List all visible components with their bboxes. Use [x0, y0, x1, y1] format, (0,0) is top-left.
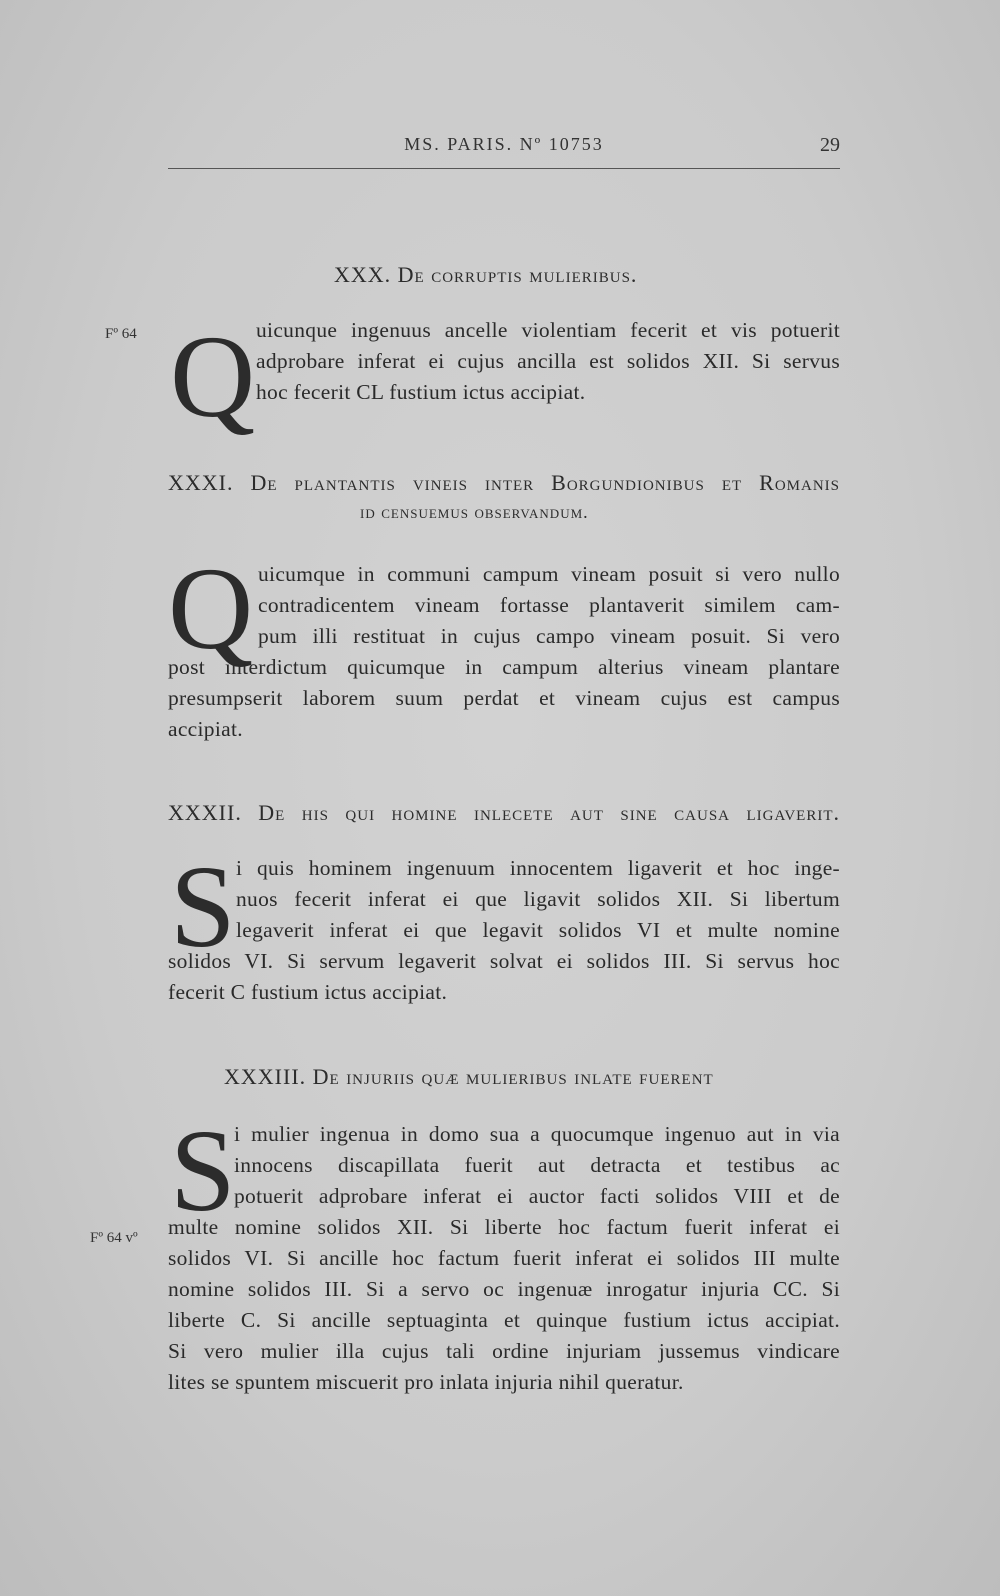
text-line: i quis hominem ingenuum innocentem ligaverit et hoc inge- [236, 856, 840, 880]
section-heading-xxxii: XXXII. De his qui homine inlecete aut sine causa ligaverit. [168, 800, 840, 825]
drop-cap-q: Q [170, 311, 256, 442]
text-line: contradicentem vineam fortasse plantaverit similem cam- [258, 593, 840, 617]
text-line: multe nomine solidos XII. Si liberte hoc factum fuerit inferat ei [168, 1215, 840, 1239]
text-line: innocens discapillata fuerit aut detracta et testibus ac [234, 1153, 840, 1177]
text-line: uicumque in communi campum vineam posuit si vero nullo [258, 562, 840, 586]
drop-cap-s: S [170, 841, 236, 972]
text-line: presumpserit laborem suum perdat et vineam cujus est campus [168, 686, 840, 710]
text-line: nuos fecerit inferat ei que ligavit solidos XII. Si libertum [236, 887, 840, 911]
drop-cap-q: Q [168, 543, 254, 674]
folio-note-64-verso: Fº 64 vº [90, 1230, 138, 1246]
text-line: i mulier ingenua in domo sua a quocumque ingenuo aut in via [234, 1122, 840, 1146]
text-line: Si vero mulier illa cujus tali ordine injuriam jussemus vindicare [168, 1339, 840, 1363]
text-line: accipiat. [168, 717, 243, 741]
text-line: potuerit adprobare inferat ei auctor facti solidos VIII et de [234, 1184, 840, 1208]
text-line: nomine solidos III. Si a servo oc ingenuæ inrogatur injuria CC. Si [168, 1277, 840, 1301]
folio-note-64: Fº 64 [105, 326, 137, 342]
drop-cap-s: S [170, 1105, 236, 1236]
text-line: solidos VI. Si ancille hoc factum fuerit inferat ei solidos III multe [168, 1246, 840, 1270]
text-line: lites se spuntem miscuerit pro inlata injuria nihil queratur. [168, 1370, 684, 1394]
text-line: pum illi restituat in cujus campo vineam posuit. Si vero [258, 624, 840, 648]
text-line: fecerit C fustium ictus accipiat. [168, 980, 448, 1004]
text-line: solidos VI. Si servum legaverit solvat ei solidos III. Si servus hoc [168, 949, 840, 973]
text-line: adprobare inferat ei cujus ancilla est solidos XII. Si servus [256, 349, 840, 373]
text-line: hoc fecerit CL fustium ictus accipiat. [256, 380, 586, 404]
text-line: liberte C. Si ancille septuaginta et quinque fustium ictus accipiat. [168, 1308, 840, 1332]
text-line: legaverit inferat ei que legavit solidos VI et multe nomine [236, 918, 840, 942]
section-heading-xxxi: XXXI. De plantantis vineis inter Borgundionibus et Romanis [168, 470, 840, 495]
text-line: post interdictum quicumque in campum alterius vineam plantare [168, 655, 840, 679]
page-number: 29 [820, 134, 840, 156]
running-title: MS. PARIS. Nº 10753 [404, 134, 604, 154]
section-heading-xxx: XXX. De corruptis mulieribus. [334, 262, 638, 287]
section-heading-xxxi-continued: id censuemus observandum. [360, 502, 589, 522]
section-heading-xxxiii: XXXIII. De injuriis quæ mulieribus inlate fuerent [224, 1064, 714, 1089]
running-head [168, 134, 840, 169]
text-line: uicunque ingenuus ancelle violentiam fecerit et vis potuerit [256, 318, 840, 342]
